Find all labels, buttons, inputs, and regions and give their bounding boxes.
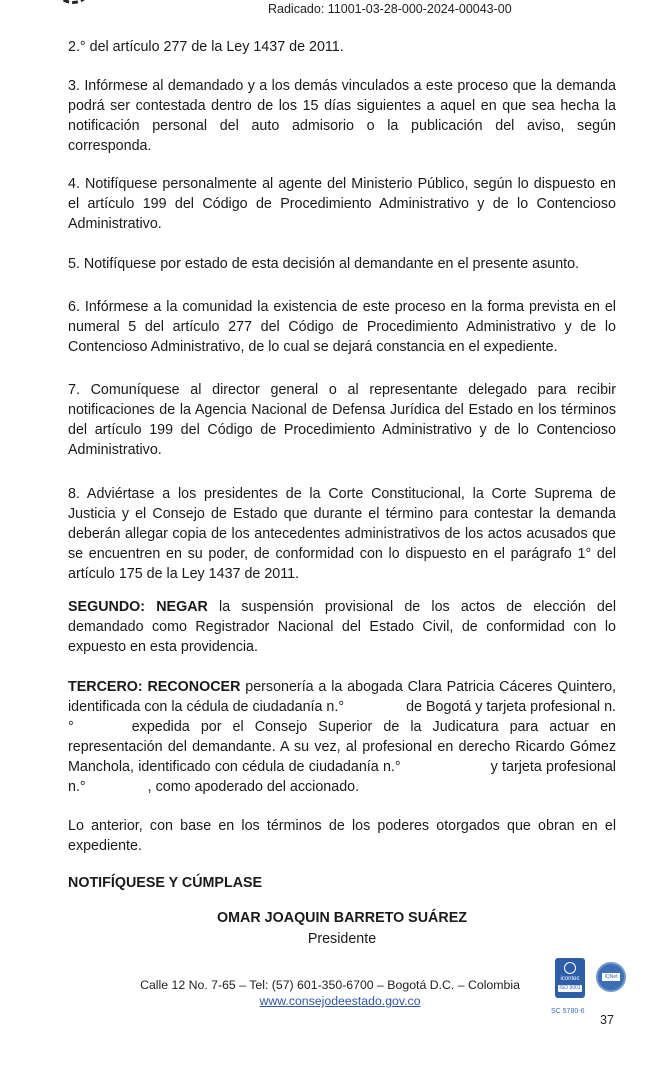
paragraph-2-tail: 2.° del artículo 277 de la Ley 1437 de 2011. <box>68 39 344 55</box>
icontec-label: icontec <box>560 976 580 982</box>
segundo-text: la suspensión provisional de los actos de elección del demandado como Registrador Nacional del Estado Civil, de conformidad con lo expuesto en esta providencia. <box>68 599 616 655</box>
iqnet-certification-logo <box>596 962 626 992</box>
tercero-label: TERCERO: RECONOCER <box>68 679 241 695</box>
icontec-ring-icon <box>564 962 576 974</box>
tercero-text-b: de Bogotá y tarjeta profesional n.° <box>68 699 616 735</box>
tercero-paragraph <box>68 677 616 797</box>
paragraph-4: 4. Notifíquese personalmente al agente del Ministerio Público, según lo dispuesto en el artículo 199 del Código de Procedimiento Administrativo y de lo Contencioso Administrativo. <box>68 176 616 232</box>
segundo-paragraph <box>68 597 616 657</box>
icontec-certification-logo <box>555 958 585 998</box>
paragraph-8: 8. Adviértase a los presidentes de la Corte Constitucional, la Corte Suprema de Justicia y el Consejo de Estado que durante el término para contestar la demanda deberán allegar copia de los antecedentes administrativos de los actos acusados que se encuentren en su poder, de conformidad con lo dispuesto en el parágrafo 1° del artículo 175 de la Ley 1437 de 2011. <box>68 486 616 582</box>
signer-title: Presidente <box>307 931 377 947</box>
segundo-label: SEGUNDO: NEGAR <box>68 599 208 615</box>
paragraph-5: 5. Notifíquese por estado de esta decisión al demandante en el presente asunto. <box>68 256 580 272</box>
notifiquese-heading: NOTIFÍQUESE Y CÚMPLASE <box>68 875 263 891</box>
paragraph-7: 7. Comuníquese al director general o al representante delegado para recibir notificaciones de la Agencia Nacional de Defensa Jurídica del Estado en los términos del artículo 199 del Código de Procedimiento Administrativo y de lo Contencioso Administrativo. <box>68 382 616 458</box>
iso-label: ISO 9001 <box>559 985 581 991</box>
iqnet-label: IQNet <box>602 973 620 981</box>
paragraph-3: 3. Infórmese al demandado y a los demás vinculados a este proceso que la demanda podrá ser contestada dentro de los 15 días siguientes a aquel en que sea hecha la notificación personal del auto admisorio o la publicación del aviso, según corresponda. <box>68 78 616 154</box>
radicado-number: Radicado: 11001-03-28-000-2024-00043-00 <box>268 2 512 16</box>
footer-address: Calle 12 No. 7-65 – Tel: (57) 601-350-6700 – Bogotá D.C. – Colombia <box>140 978 520 992</box>
footer-website-link[interactable]: www.consejodeestado.gov.co <box>259 994 421 1008</box>
court-seal-logo <box>55 0 91 4</box>
tercero-text-d: y tarjeta profesional n.° <box>68 759 616 795</box>
paragraph-6: 6. Infórmese a la comunidad la existencia de este proceso en la forma prevista en el numeral 5 del artículo 277 del Código de Procedimiento Administrativo y de lo Contencioso Administrativo, de lo cual se dejará constancia en el expediente. <box>68 299 616 355</box>
lo-anterior-paragraph: Lo anterior, con base en los términos de los poderes otorgados que obran en el expediente. <box>68 818 616 854</box>
signer-name: OMAR JOAQUIN BARRETO SUÁREZ <box>217 910 467 926</box>
tercero-text-e: , como apoderado del accionado. <box>147 779 360 795</box>
certificate-code: SC 5780-6 <box>551 1008 585 1015</box>
page-number: 37 <box>600 1013 614 1027</box>
tercero-text-c: expedida por el Consejo Superior de la Judicatura para actuar en representación del demandante. A su vez, al profesional en derecho Ricardo Gómez Manchola, identificado con cédula de ciudadanía n.° <box>68 719 616 775</box>
tercero-text-a: personería a la abogada Clara Patricia Cáceres Quintero, identificada con la cédula de ciudadanía n.° <box>68 679 617 715</box>
